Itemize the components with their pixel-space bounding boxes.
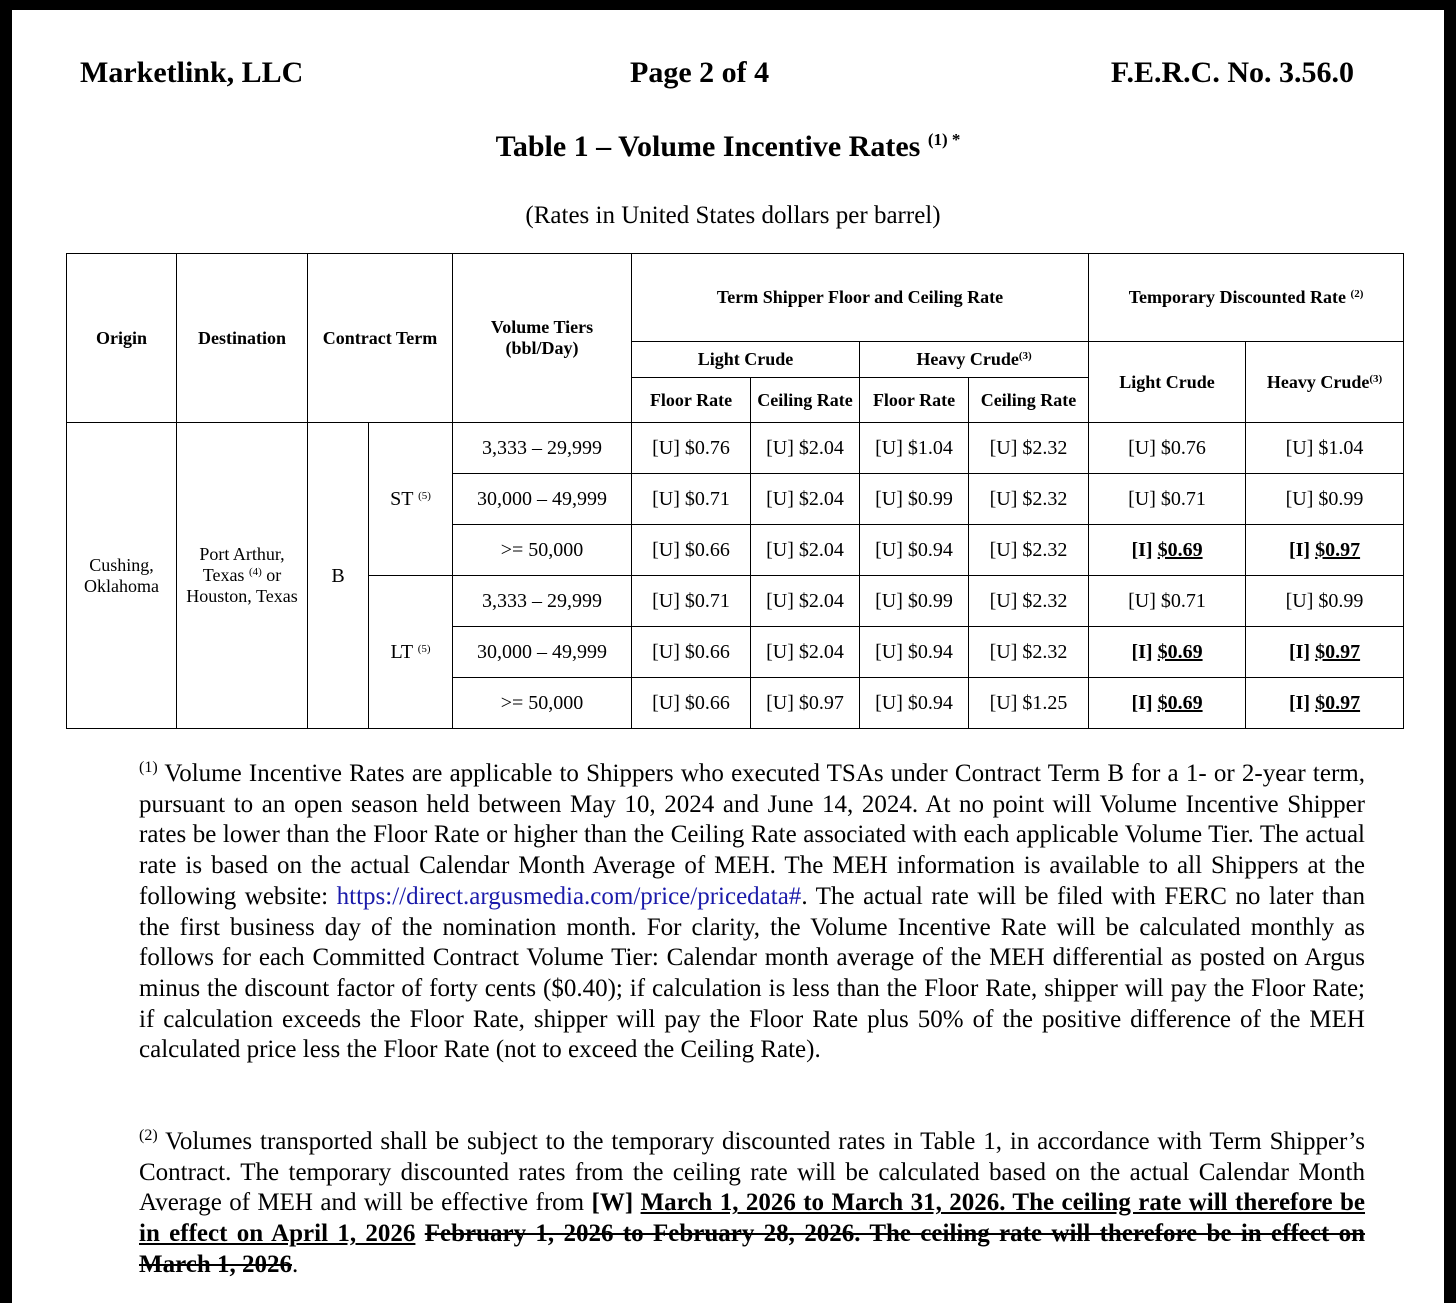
heavy-ceiling-cell: [U] $2.32	[969, 474, 1089, 525]
header-contract-term: Contract Term	[308, 254, 453, 423]
temp-light-code: [I]	[1131, 641, 1153, 663]
tier-cell: 3,333 – 29,999	[453, 576, 632, 627]
footnote-2	[139, 1127, 1365, 1281]
heavy-ceiling-cell: [U] $2.32	[969, 627, 1089, 678]
heavy-ceiling-cell: [U] $1.25	[969, 678, 1089, 729]
header-temp-heavy-crude-footnote: (3)	[1369, 372, 1383, 385]
rates-table	[66, 253, 1404, 729]
heavy-floor-cell: [U] $1.04	[860, 423, 969, 474]
temp-heavy-code: [U]	[1285, 488, 1314, 510]
temp-light-value: $0.71	[1160, 590, 1206, 612]
table-row	[67, 423, 1404, 474]
footnote-2-code: [W]	[591, 1189, 634, 1217]
footnote-2-deleted: February 1, 2026 to February 28, 2026. The ceiling rate will therefore be in effect on March 1, 2026	[139, 1220, 1366, 1278]
page-number: Page 2 of 4	[630, 56, 770, 89]
temp-light-value: $0.69	[1157, 539, 1203, 561]
table-subtitle: (Rates in United States dollars per barrel)	[525, 202, 941, 229]
contract-term-cell: B	[308, 423, 369, 729]
light-ceiling-cell: [U] $2.04	[751, 627, 860, 678]
temp-heavy-cell	[1246, 525, 1404, 576]
header-temporary-footnote: (2)	[1350, 288, 1364, 300]
header-destination: Destination	[177, 254, 308, 423]
temp-light-cell	[1089, 678, 1246, 729]
heavy-ceiling-cell: [U] $2.32	[969, 525, 1089, 576]
header-heavy-floor: Floor Rate	[860, 378, 969, 423]
heavy-floor-cell: [U] $0.99	[860, 576, 969, 627]
temp-heavy-cell	[1246, 474, 1404, 525]
heavy-floor-cell: [U] $0.94	[860, 627, 969, 678]
header-term-shipper: Term Shipper Floor and Ceiling Rate	[632, 254, 1089, 342]
footnote-2-end: .	[292, 1250, 299, 1278]
argus-link[interactable]: https://direct.argusmedia.com/price/pricedata#	[336, 882, 802, 910]
footnote-2-text: Volumes transported shall be subject to the temporary discounted rates in Table 1, in accordance with Term Shipper’s Contract. The temporary discounted rates from the ceiling rate will be calculated based on the actual Calendar Month Average of MEH and will be effective from	[139, 1128, 1365, 1217]
st-cell	[369, 423, 453, 576]
destination-cell	[177, 423, 308, 729]
destination-line1: Port Arthur, Texas	[199, 544, 285, 585]
lt-cell	[369, 576, 453, 729]
temp-light-cell	[1089, 423, 1246, 474]
destination-footnote: (4)	[248, 566, 262, 578]
table-title-text: Table 1 – Volume Incentive Rates	[495, 130, 921, 163]
header-heavy-crude-footnote: (3)	[1018, 350, 1032, 362]
header-temp-light-crude: Light Crude	[1089, 342, 1246, 423]
light-ceiling-cell: [U] $0.97	[751, 678, 860, 729]
header-origin: Origin	[67, 254, 177, 423]
header-light-floor: Floor Rate	[632, 378, 751, 423]
temp-heavy-code: [I]	[1288, 539, 1311, 561]
temp-heavy-cell	[1246, 627, 1404, 678]
tier-cell: 30,000 – 49,999	[453, 627, 632, 678]
temp-light-value: $0.69	[1157, 641, 1203, 663]
temp-heavy-code: [U]	[1285, 437, 1314, 459]
light-floor-cell: [U] $0.71	[632, 474, 751, 525]
temp-heavy-value: $0.99	[1318, 590, 1364, 612]
light-floor-cell: [U] $0.66	[632, 627, 751, 678]
footnote-1-text: Volume Incentive Rates are applicable to Shippers who executed TSAs under Contract Term B for a 1- or 2-year term, pursuant to an open season held between May 10, 2024 and June 14, 2024. At no point will Volume Incentive Shipper rates be lower than the Floor Rate or higher than the Ceiling Rate associated with each applicable Volume Tier. The actual rate is based on the actual Calendar Month Average of MEH. The MEH information is available to all Shippers at the following website:	[139, 760, 1365, 910]
temp-heavy-value: $1.04	[1318, 437, 1364, 459]
temp-heavy-cell	[1246, 576, 1404, 627]
temp-heavy-code: [U]	[1285, 590, 1314, 612]
light-floor-cell: [U] $0.76	[632, 423, 751, 474]
header-heavy-crude	[860, 342, 1089, 378]
temp-light-cell	[1089, 627, 1246, 678]
heavy-floor-cell: [U] $0.99	[860, 474, 969, 525]
lt-footnote: (5)	[417, 643, 431, 655]
footnote-1-marker: (1)	[139, 759, 158, 776]
temp-light-value: $0.71	[1160, 488, 1206, 510]
st-label: ST	[390, 488, 414, 510]
company-name: Marketlink, LLC	[80, 56, 304, 89]
footnote-1-text-cont: . The actual rate will be filed with FERC no later than the first business day of the nomination month. For clarity, the Volume Incentive Rate will be calculated monthly as follows for each Committed Contract Volume Tier: Calendar month average of the MEH differential as posted on Argus minus the discount factor of forty cents ($0.40); if calculation is less than the Floor Rate, shipper will pay the Floor Rate; if calculation exceeds the Floor Rate, shipper will pay the Floor Rate plus 50% of the positive difference of the MEH calculated price less the Floor Rate (not to exceed the Ceiling Rate).	[139, 882, 1366, 1064]
temp-light-cell	[1089, 576, 1246, 627]
header-heavy-ceiling: Ceiling Rate	[969, 378, 1089, 423]
tier-cell: >= 50,000	[453, 525, 632, 576]
light-ceiling-cell: [U] $2.04	[751, 576, 860, 627]
destination-line2: or Houston, Texas	[186, 565, 298, 606]
temp-heavy-value: $0.97	[1315, 539, 1361, 561]
temp-heavy-cell	[1246, 423, 1404, 474]
temp-heavy-code: [I]	[1288, 641, 1311, 663]
temp-heavy-value: $0.99	[1318, 488, 1364, 510]
header-heavy-crude-label: Heavy Crude	[916, 349, 1019, 369]
header-light-ceiling: Ceiling Rate	[751, 378, 860, 423]
ferc-number: F.E.R.C. No. 3.56.0	[1110, 56, 1354, 89]
temp-light-cell	[1089, 525, 1246, 576]
heavy-ceiling-cell: [U] $2.32	[969, 576, 1089, 627]
temp-light-code: [I]	[1131, 539, 1153, 561]
header-temp-heavy-crude	[1246, 342, 1404, 423]
temp-heavy-cell	[1246, 678, 1404, 729]
temp-light-code: [U]	[1128, 437, 1156, 459]
heavy-floor-cell: [U] $0.94	[860, 678, 969, 729]
origin-cell: Cushing, Oklahoma	[67, 423, 177, 729]
light-ceiling-cell: [U] $2.04	[751, 474, 860, 525]
heavy-floor-cell: [U] $0.94	[860, 525, 969, 576]
light-floor-cell: [U] $0.66	[632, 678, 751, 729]
footnote-2-marker: (2)	[139, 1127, 158, 1144]
header-temporary-label: Temporary Discounted Rate	[1128, 287, 1347, 307]
header-temp-heavy-crude-label: Heavy Crude	[1266, 371, 1370, 392]
header-temporary	[1089, 254, 1404, 342]
heavy-ceiling-cell: [U] $2.32	[969, 423, 1089, 474]
st-footnote: (5)	[418, 490, 431, 502]
temp-heavy-code: [I]	[1288, 692, 1311, 714]
temp-light-value: $0.76	[1160, 437, 1206, 459]
temp-heavy-value: $0.97	[1315, 692, 1361, 714]
temp-light-value: $0.69	[1157, 692, 1203, 714]
light-ceiling-cell: [U] $2.04	[751, 423, 860, 474]
tier-cell: >= 50,000	[453, 678, 632, 729]
table-title	[0, 128, 1456, 166]
header-volume-tiers: Volume Tiers (bbl/Day)	[453, 254, 632, 423]
temp-light-code: [U]	[1128, 590, 1156, 612]
lt-label: LT	[390, 641, 413, 663]
footnote-2-inserted: March 1, 2026 to March 31, 2026. The ceiling rate will therefore be in effect on April 1, 2026	[139, 1189, 1366, 1248]
tier-cell: 30,000 – 49,999	[453, 474, 632, 525]
temp-light-cell	[1089, 474, 1246, 525]
header-light-crude: Light Crude	[632, 342, 860, 378]
temp-light-code: [U]	[1128, 488, 1156, 510]
footnote-1	[139, 759, 1365, 1066]
temp-light-code: [I]	[1131, 692, 1153, 714]
tier-cell: 3,333 – 29,999	[453, 423, 632, 474]
light-floor-cell: [U] $0.66	[632, 525, 751, 576]
light-ceiling-cell: [U] $2.04	[751, 525, 860, 576]
light-floor-cell: [U] $0.71	[632, 576, 751, 627]
temp-heavy-value: $0.97	[1315, 641, 1361, 663]
table-title-footnote: (1) *	[927, 130, 961, 149]
